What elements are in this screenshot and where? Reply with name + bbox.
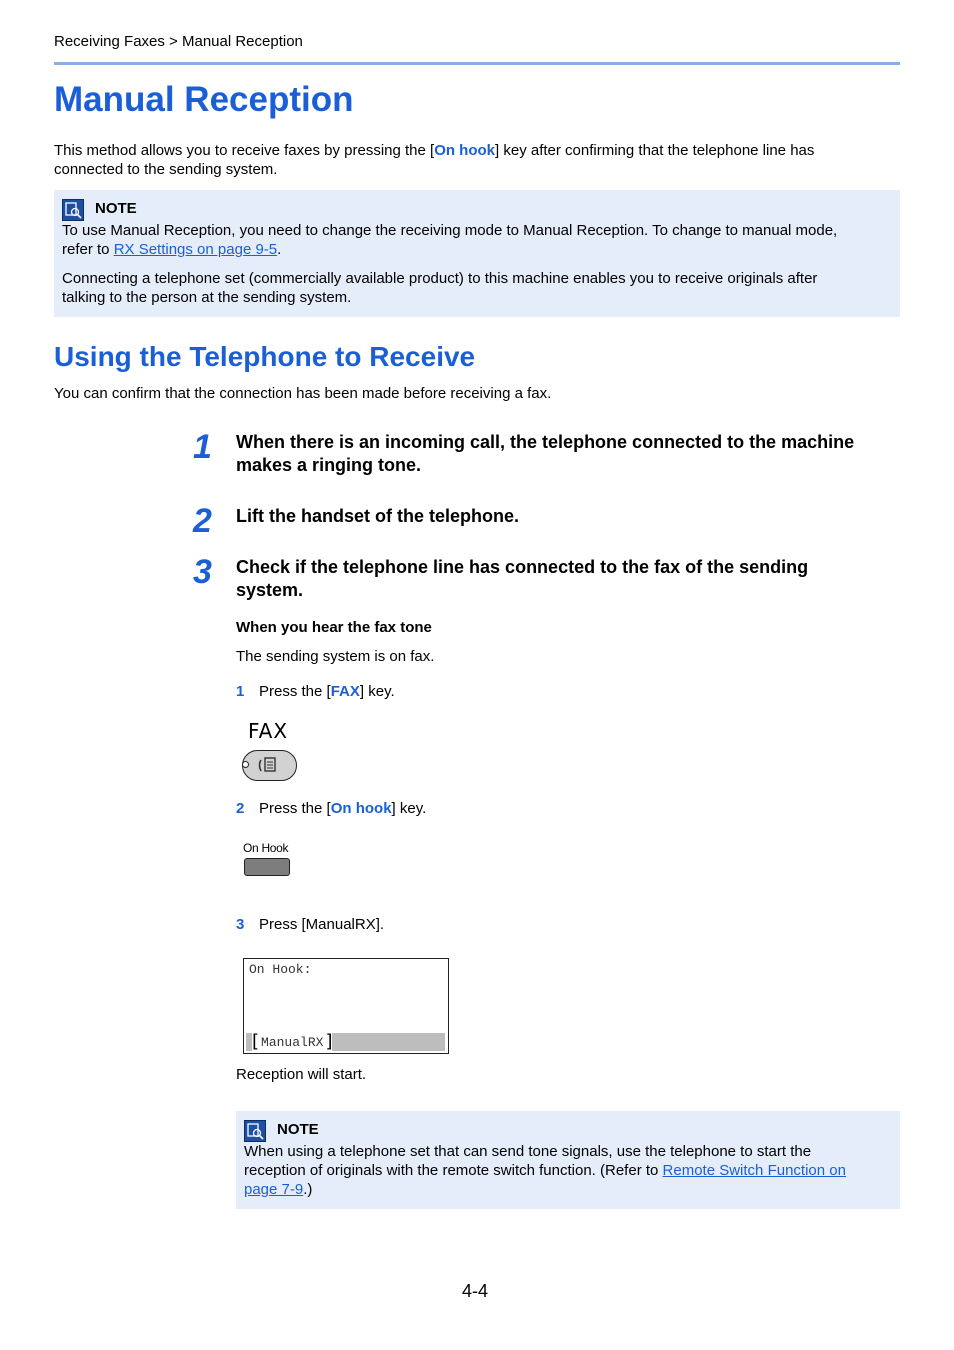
note-paragraph: To use Manual Reception, you need to change the receiving mode to Manual Reception. To change to manual mode, refer to RX Settings on page 9-5.: [62, 222, 838, 258]
note-title: NOTE: [277, 1121, 319, 1138]
substep-text: Press [ManualRX].: [259, 916, 385, 933]
intro-paragraph: This method allows you to receive faxes by pressing the [On hook] key after confirming that the telephone line has connected to the sending system.: [54, 142, 815, 178]
bracket-left: [: [252, 1031, 260, 1052]
fax-key-button[interactable]: [242, 750, 297, 781]
step-number: 3: [193, 553, 212, 591]
substep-text: Press the [On hook] key.: [259, 800, 427, 817]
note-icon: [244, 1120, 266, 1142]
remote-switch-link-page[interactable]: page 7-9: [244, 1181, 304, 1198]
step-text: Lift the handset of the telephone.: [236, 506, 519, 526]
page-title: Manual Reception: [54, 80, 354, 119]
note-paragraph: Connecting a telephone set (commercially available product) to this machine enables you to receive originals after talking to the person at the sending system.: [62, 270, 818, 306]
breadcrumb: Receiving Faxes > Manual Reception: [54, 33, 303, 50]
substep-number: 2: [236, 800, 245, 817]
lcd-status-text: On Hook:: [249, 962, 312, 977]
indicator-led: [242, 761, 249, 768]
on-hook-key-label: On Hook: [243, 841, 289, 855]
fax-tone-heading: When you hear the fax tone: [236, 619, 432, 636]
note-box: [236, 1111, 900, 1209]
substep-number: 1: [236, 683, 245, 700]
fax-key-ref: FAX: [330, 683, 360, 700]
fax-icon: [243, 751, 295, 779]
step-number: 1: [193, 428, 212, 466]
page-number: 4-4: [462, 1281, 489, 1301]
note-icon: [62, 199, 84, 221]
reception-start-text: Reception will start.: [236, 1066, 367, 1083]
step-number: 2: [193, 502, 212, 540]
fax-tone-text: The sending system is on fax.: [236, 648, 435, 665]
bracket-right: ]: [325, 1031, 333, 1052]
remote-switch-link[interactable]: Remote Switch Function on: [662, 1162, 846, 1179]
softkey-label: ManualRX: [261, 1034, 324, 1050]
section-title: Using the Telephone to Receive: [54, 341, 476, 372]
on-hook-key-ref: On hook: [330, 800, 392, 817]
note-paragraph: When using a telephone set that can send tone signals, use the telephone to start the reception of originals with the remote switch function. (Refer to Remote Switch Function on page 7-9.): [244, 1143, 846, 1198]
substep-text: Press the [FAX] key.: [259, 683, 395, 700]
note-box: [54, 190, 900, 317]
fax-key-label: FAX: [248, 719, 289, 743]
manualrx-softkey[interactable]: [252, 1032, 332, 1052]
section-intro: You can confirm that the connection has been made before receiving a fax.: [54, 385, 552, 402]
on-hook-key-button[interactable]: [244, 858, 290, 876]
on-hook-key-ref: On hook: [434, 142, 496, 159]
rx-settings-link[interactable]: RX Settings on page 9-5: [113, 241, 278, 258]
note-title: NOTE: [95, 200, 137, 217]
step-text: When there is an incoming call, the telephone connected to the machine makes a ringing tone.: [236, 432, 855, 475]
substep-number: 3: [236, 916, 245, 933]
header-rule: [54, 62, 900, 65]
step-text: Check if the telephone line has connected to the fax of the sending system.: [236, 557, 809, 600]
